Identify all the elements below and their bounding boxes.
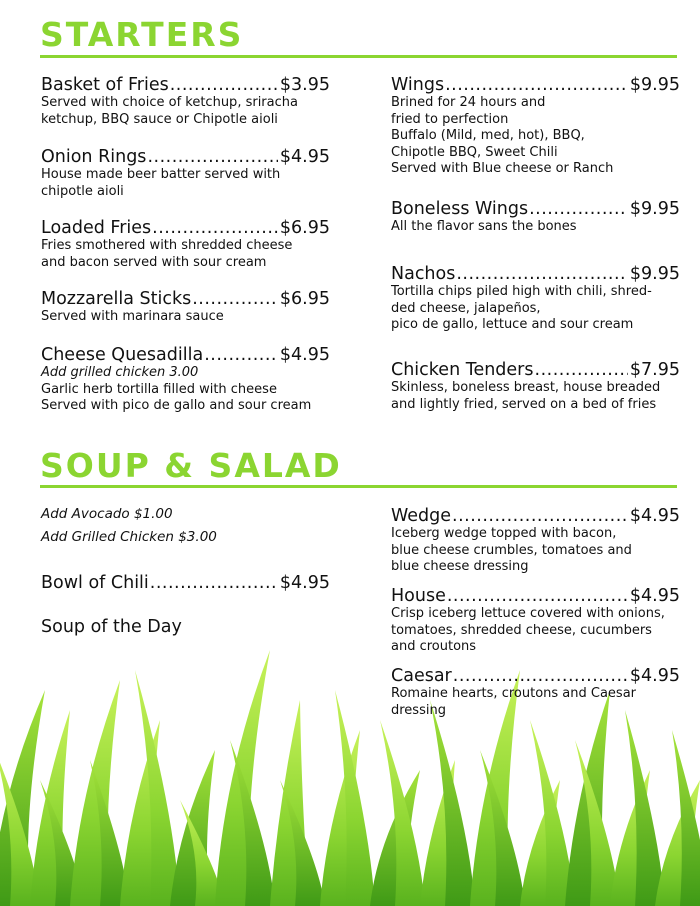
item-desc-line: Skinless, boneless breast, house breaded: [391, 380, 661, 395]
item-price: $9.95: [629, 264, 680, 284]
dot-leader: [453, 666, 628, 686]
item-desc-line: pico de gallo, lettuce and sour cream: [391, 317, 634, 332]
menu-item-onion-rings: [41, 147, 330, 200]
item-name: Bowl of Chili: [41, 573, 149, 593]
item-desc-line: Fries smothered with shredded cheese: [41, 238, 293, 253]
soup-salad-heading: SOUP & SALAD: [40, 446, 342, 485]
menu-item-caesar: [391, 666, 680, 719]
item-note: Add grilled chicken 3.00: [41, 365, 199, 380]
menu-item-mozzarella-sticks: [41, 289, 330, 326]
item-desc-line: All the flavor sans the bones: [391, 219, 577, 234]
item-price: $9.95: [629, 75, 680, 95]
item-desc-line: Garlic herb tortilla filled with cheese: [41, 381, 277, 397]
item-name: Basket of Fries: [41, 75, 169, 95]
item-desc-line: Chipotle BBQ, Sweet Chili: [391, 144, 558, 160]
soup-salad-divider: [40, 485, 677, 488]
item-name: Wings: [391, 75, 445, 95]
item-price: $4.95: [279, 147, 330, 167]
item-name: Nachos: [391, 264, 456, 284]
item-price: $4.95: [279, 573, 330, 593]
menu-item-bowl-of-chili: [41, 573, 330, 593]
item-price: $6.95: [279, 289, 330, 309]
menu-item-wedge: [391, 506, 680, 576]
item-desc-line: ketchup, BBQ sauce or Chipotle aioli: [41, 111, 278, 127]
item-price: $4.95: [629, 586, 680, 606]
dot-leader: [150, 573, 278, 593]
menu-item-nachos: [391, 264, 680, 334]
dot-leader: [452, 506, 628, 526]
item-desc-line: blue cheese dressing: [391, 559, 529, 574]
dot-leader: [529, 199, 628, 219]
dot-leader: [456, 264, 628, 284]
item-desc-line: Served with Blue cheese or Ranch: [391, 161, 614, 176]
item-desc-line: tomatoes, shredded cheese, cucumbers: [391, 622, 652, 638]
item-name: Boneless Wings: [391, 199, 529, 219]
item-desc-line: chipotle aioli: [41, 183, 124, 199]
item-desc-line: ded cheese, jalapeños,: [391, 300, 541, 316]
item-desc-line: Tortilla chips piled high with chili, shred-: [391, 284, 652, 299]
item-desc-line: blue cheese crumbles, tomatoes and: [391, 542, 632, 558]
item-desc-line: and bacon served with sour cream: [41, 254, 267, 270]
starters-heading: STARTERS: [40, 15, 244, 54]
item-name: Chicken Tenders: [391, 360, 534, 380]
item-price: $7.95: [629, 360, 680, 380]
menu-item-loaded-fries: [41, 218, 330, 271]
item-desc-line: and lightly fried, served on a bed of fries: [391, 396, 657, 412]
item-desc-line: Served with marinara sauce: [41, 309, 224, 324]
item-name: Cheese Quesadilla: [41, 345, 204, 365]
dot-leader: [170, 75, 278, 95]
item-desc-line: Buffalo (Mild, med, hot), BBQ,: [391, 128, 585, 143]
menu-item-wings: [391, 75, 680, 178]
menu-item-boneless-wings: [391, 199, 680, 236]
dot-leader: [152, 218, 278, 238]
starters-divider: [40, 55, 677, 58]
menu-item-basket-of-fries: [41, 75, 330, 128]
dot-leader: [447, 586, 628, 606]
item-desc-line: fried to perfection: [391, 111, 509, 127]
item-price: $4.95: [279, 345, 330, 365]
dot-leader: [147, 147, 277, 167]
item-desc-line: House made beer batter served with: [41, 167, 281, 182]
menu-item-house: [391, 586, 680, 656]
item-price: $6.95: [279, 218, 330, 238]
item-desc-line: Served with pico de gallo and sour cream: [41, 398, 312, 413]
item-price: $3.95: [279, 75, 330, 95]
dot-leader: [204, 345, 278, 365]
item-desc-line: Romaine hearts, croutons and Caesar: [391, 686, 637, 701]
item-price: $4.95: [629, 666, 680, 686]
menu-item-soup-of-the-day: Soup of the Day: [41, 617, 182, 637]
item-price: $4.95: [629, 506, 680, 526]
item-name: Onion Rings: [41, 147, 147, 167]
item-name: Caesar: [391, 666, 452, 686]
item-desc-line: Iceberg wedge topped with bacon,: [391, 526, 617, 541]
addon-grilled-chicken: Add Grilled Chicken $3.00: [41, 529, 217, 545]
menu-item-cheese-quesadilla: [41, 345, 330, 415]
item-name: Wedge: [391, 506, 452, 526]
item-name: House: [391, 586, 446, 606]
item-desc-line: dressing: [391, 702, 446, 718]
dot-leader: [445, 75, 628, 95]
dot-leader: [192, 289, 278, 309]
item-name: Loaded Fries: [41, 218, 152, 238]
menu-item-chicken-tenders: [391, 360, 680, 413]
item-desc-line: Brined for 24 hours and: [391, 95, 546, 110]
item-price: $9.95: [629, 199, 680, 219]
item-name: Mozzarella Sticks: [41, 289, 192, 309]
addon-avocado: Add Avocado $1.00: [41, 506, 173, 522]
dot-leader: [535, 360, 628, 380]
item-desc-line: Crisp iceberg lettuce covered with onions,: [391, 606, 665, 621]
item-desc-line: Served with choice of ketchup, sriracha: [41, 95, 298, 110]
item-desc-line: and croutons: [391, 639, 477, 654]
